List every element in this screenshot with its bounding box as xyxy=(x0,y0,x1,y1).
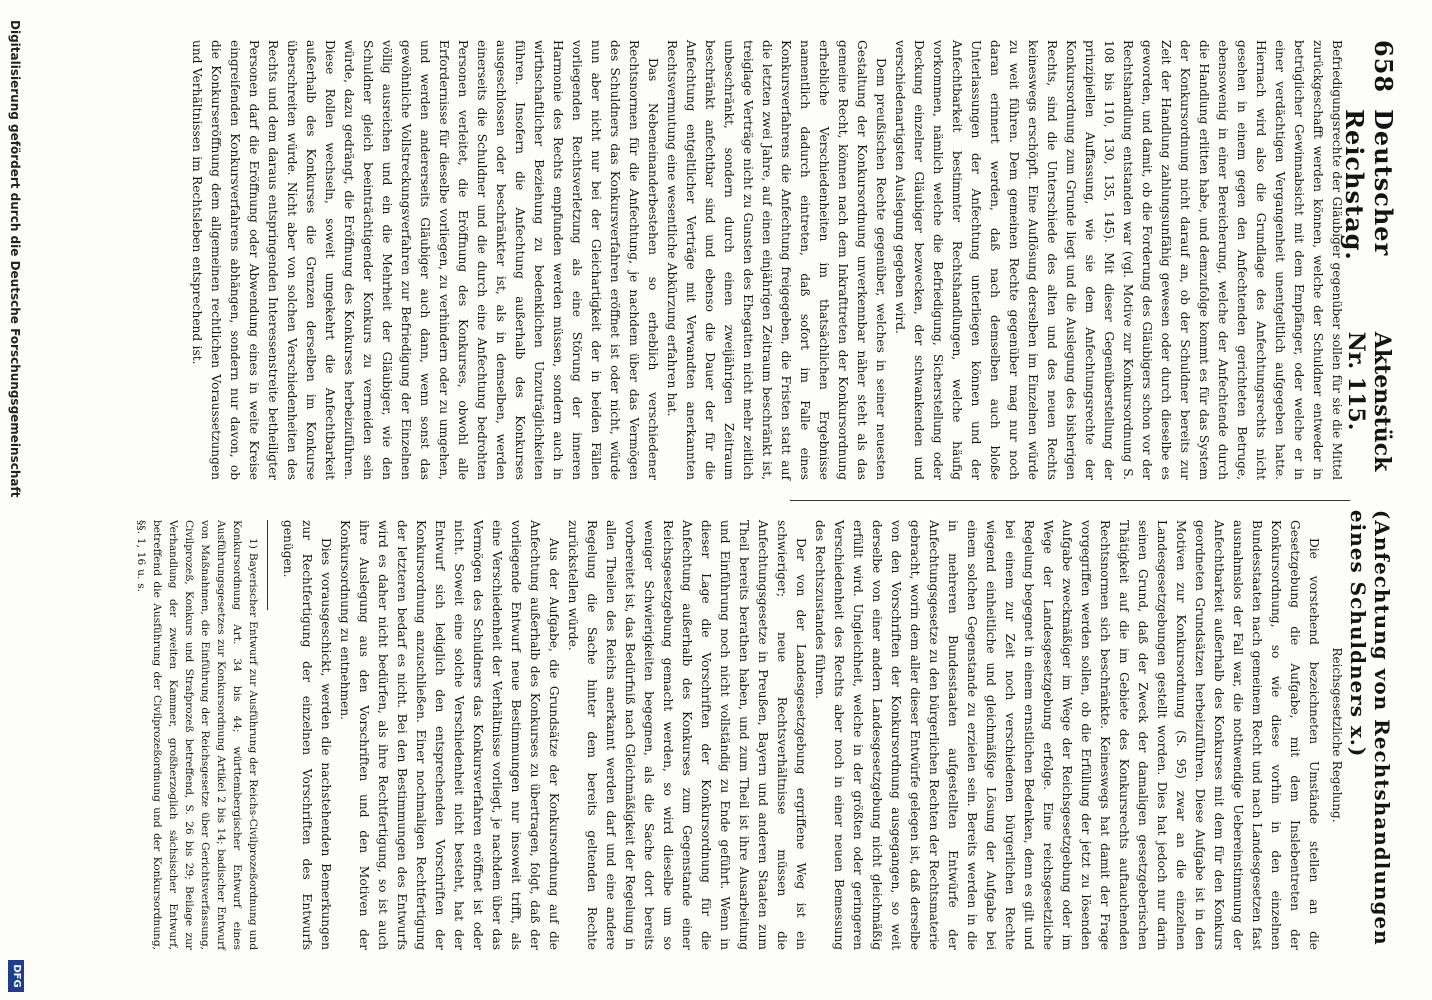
footnote-text: 1) Bayerischer Entwurf zur Ausführung der Reichs-Civilprozeßordnung und Konkursordnung Art. 34 bis 44; württembergischer Entwurf eines Ausführungsgesetzes zur Konkursordnung Artikel 2 bis 14; badischer Entwurf von Maßnahmen, die Einführung der Reichsgesetze über Gerichtsverfassung, Civilprozeß, Konkurs und Strafprozeß betreffend, S. 26 bis 29; Beilage zur Verhandlung der zweiten Kammer, großherzoglich sächsischer Entwurf, betreffend die Ausführung der Civilprozeßordnung und der Konkursordnung, §§. 1, 16 u. s. xyxy=(135,520,259,950)
left-column xyxy=(187,40,1346,480)
journal-title: Deutscher Reichstag. xyxy=(1340,109,1398,261)
footnote xyxy=(133,520,261,950)
aktenstueck-number: Aktenstück Nr. 115. xyxy=(1343,331,1395,472)
paragraph: Aus der Aufgabe, die Grundsätze der Konkursordnung auf die Anfechtung außerhalb des Konkurses zu übertragen, folgt, daß der vorliegende Entwurf neue Bestimmungen nur insoweit trifft, als eine Verschiedenheit der Verhältnisse vorliegt, je nachdem über das Vermögen des Schuldners das Konkursverfahren eröffnet ist oder nicht. Soweit eine solche Verschiedenheit nicht besteht, hat der Entwurf sich lediglich den entsprechenden Vorschriften der Konkursordnung anzuschließen. Einer nochmaligen Rechtfertigung der letzteren bedarf es nicht. Bei den Bestimmungen des Entwurfs wird es daher nicht bedürfen, als ihre Rechtfertigung, so ist auch ihre Auslegung aus den Vorschriften und den Motiven der Konkursordnung zu entnehmen. xyxy=(338,520,561,950)
footnote-divider xyxy=(267,520,268,610)
page-number: 658 xyxy=(1369,40,1398,94)
paragraph: Befriedigungsrechte der Gläubiger gegenüber sollen für sie die Mittel zurückgeschafft werden können, welche der Schuldner entweder in betrüglicher Gewinnabsicht mit dem Empfänger, oder welche er in einer verdächtigen Vergangenheit unentgeltlich aufgegeben hatte. Hiernach wird also die Grundlage des Anfechtungsrechts nicht gesehen in einem gegen den Anfechtenden gerichteten Betruge, ebensowenig in einer Bereicherung, welche der Anfechtende durch die Handlung erlitten habe, und demzufolge kommt es für das System der Konkursordnung nicht darauf an, ob der Schuldner bereits zur Zeit der Handlung zahlungsunfähig gewesen oder durch dieselbe es geworden, und damit, ob die Forderung des Gläubigers schon vor der Rechtshandlung entstanden war (vgl. Motive zur Konkursordnung S. 108 bis 110, 130, 135, 145). Mit dieser Gegenüberstellung der prinzipiellen Auffassung, wie sie dem Anfechtungsrechte der Konkursordnung zum Grunde liegt und die Auslegung des bisherigen Rechts, sind die Unterschiede des alten und des neuen Rechts keineswegs erschöpft. Eine Auflösung derselben im Einzelnen würde zu weit führen. Dem gemeinen Rechte gegenüber mag nur noch daran erinnert werden, daß nach demselben auch bloße Unterlassungen der Anfechtung unterliegen können und der Anfechtbarkeit bestimmter Rechtshandlungen, welche häufig vorkommen, nämlich welche die Befriedigung, Sicherstellung oder Deckung einzelner Gläubiger bezwecken, der schwankenden und verschiedenartigsten Auslegung gegeben wird. xyxy=(893,40,1344,480)
page-header xyxy=(1340,40,1398,960)
dfg-logo: DFG xyxy=(8,960,24,992)
digitization-credit: Digitalisierung gefördert durch die Deutsche Forschungsgemeinschaft xyxy=(8,20,22,498)
document-subject: (Anfechtung von Rechtshandlungen eines Schuldners x.) xyxy=(1346,509,1394,946)
right-column xyxy=(133,520,1346,950)
section-title: Reichsgesetzliche Regelung. xyxy=(1330,647,1344,823)
paragraph: Dies vorausgeschickt, werden die nachstehenden Bemerkungen zur Rechtfertigung der einzelnen Vorschriften des Entwurfs genügen. xyxy=(281,520,333,950)
paragraph: Das Nebeneinanderbestehen so erheblich verschiedener Rechtsnormen für die Anfechtung, je nachdem über das Vermögen des Schuldners das Konkursverfahren eröffnet ist oder nicht, würde nun aber nicht nur bei der Gleichartigkeit der in beiden Fällen vorliegenden Rechtsverletzung als eine Störung der inneren Harmonie des Rechts empfunden werden müssen, sondern auch in wirthschaftlicher Beziehung zu bedenklichen Unzuträglichkeiten führen. Insofern die Anfechtung außerhalb des Konkurses ausgeschlossen oder beschränkter ist, als in demselben, werden einerseits die Schuldner und die durch eine Anfechtung bedrohten Personen verleitet, die Eröffnung des Konkurses, obwohl alle Erfordernisse für dieselbe vorliegen, zu verhindern oder zu umgehen, und werden andererseits Gläubiger auch dann, wenn sonst das gewöhnliche Vollstreckungsverfahren zur Befriedigung der Einzelnen völlig ausreichen und ein die Mehrheit der Gläubiger, wie den Schuldner gleich beeinträchtigender Konkurs zu vermeiden sein würde, dazu gedrängt, die Eröffnung des Konkurses herbeizuführen. Diese Rollen wechseln, soweit umgekehrt die Anfechtbarkeit außerhalb des Konkurses die Grenzen derselben im Konkurse überschreiten würde. Nicht aber von solchen Verschiedenheiten des Rechts und dem daraus entspringenden Interessenstreite betheiligter Personen darf die Eröffnung oder Abwendung eines in weite Kreise eingreifenden Konkursverfahrens abhängen, sondern nur davon, ob die Konkurseröffnung dem allgemeinen rechtlichen Voraussetzungen und Verhältnissen im Rechtsleben entsprechend ist. xyxy=(190,40,660,480)
paragraph: Dem preußischen Rechte gegenüber, welches in seiner neuesten Gestaltung der Konkursordnung unverkennbar näher steht als das gemeine Recht, können nach dem Inkrafttreten der Konkursordnung erhebliche Verschiedenheiten im thatsächlichen Ergebnisse namentlich dadurch eintreten, daß sofort im Falle eines Konkursverfahrens die Anfechtung freigegeben, die Fristen statt auf die letzten zwei Jahre, auf einen einjährigen Zeitraum beschränkt ist, treiglage Verträge nicht zu Gunsten des Ehegatten nicht mehr zeitlich unbeschränkt, sondern durch einen zweijährigen Zeitraum beschränkt anfechtbar sind und ebenso die Dauer der für die Anfechtung entgeltlicher Verträge mit Verwandten anerkannten Rechtsvermutung eine wesentliche Abkürzung erfahren hat. xyxy=(665,40,888,480)
column-divider xyxy=(790,500,1350,501)
paragraph: Die vorstehend bezeichneten Umstände stellen an die Gesetzgebung die Aufgabe, mit dem Inslebentreten der Konkursordnung, so wie diese vorhin in den einzelnen Bundesstaaten nach gemeinem Recht und nach Landesgesetzen fast ausnahmslos der Fall war, die nothwendige Uebereinstimmung der Anfechtbarkeit außerhalb des Konkurses mit dem für den Konkurs geordneten Grundsätzen herbeizuführen. Diese Aufgabe ist in den Motiven zur Konkursordnung (S. 95) zwar an die einzelnen Landesgesetzgebungen gestellt worden. Dies hat jedoch nur darin seinen Grund, daß der Zweck der damaligen gesetzgeberischen Thätigkeit auf die im Gebiete des Konkursrechts auftauchenden Rechtsnormen sich beschränkte. Keineswegs hat damit der Frage vorgegriffen werden sollen, ob die Erfüllung der jetzt zu lösenden Aufgabe zweckmäßiger im Wege der Reichsgesetzgebung oder im Wege der Landesgesetzgebung erfolge. Eine reichsgesetzliche Regelung begegnet in einem ernstlichen Bedenken, denn es gilt und bei einem zur Zeit noch verschiedenen bürgerlichen Rechte wiegend einheitliche und gleichmäßige Lösung der Aufgabe bei einem solchen Gegenstande zu erzielen sein. Bereits werden in die in mehreren Bundesstaaten aufgestellten Entwürfe der Anfechtungsgesetze zu den bürgerlichen Rechten der Rechtsmaterie gebracht, worin dem aller dieser Entwürfe gelegen ist, daß derselbe von den Vorschriften der Konkursordnung ausgegangen, so weit derselbe von einer andern Landesgesetzgebung nicht gleichmäßig erfüllt wird. Ungleichheit, welche in der größten oder geringeren Verschiedenheit des Rechts aber noch in einer neuen Bemessung des Rechtszustandes führen. xyxy=(813,520,1321,950)
paragraph: Der von der Landesgesetzgebung ergriffene Weg ist ein schwieriger; neue Rechtsverhältnisse müssen die Anfechtungsgesetze in Preußen, Bayern und anderen Staaten zum Theil bereits berathen haben, und zum Theil ist ihre Ausarbeitung und Einführung noch nicht vollständig zu Ende geführt. Wenn in dieser Lage die Vorschriften der Konkursordnung für die Anfechtung außerhalb des Konkurses zum Gegenstande einer Reichsgesetzgebung gemacht werden, so wird dieselbe um so weniger Schwierigkeiten begegnen, als die Sache dort bereits vorbereitet ist, das Bedürfniß nach Gleichmäßigkeit der Regelung in allen Theilen des Reichs anerkannt werden darf und eine andere Regelung die Sache hinter dem bereits geltenden Rechte zurückstellen würde. xyxy=(566,520,808,950)
